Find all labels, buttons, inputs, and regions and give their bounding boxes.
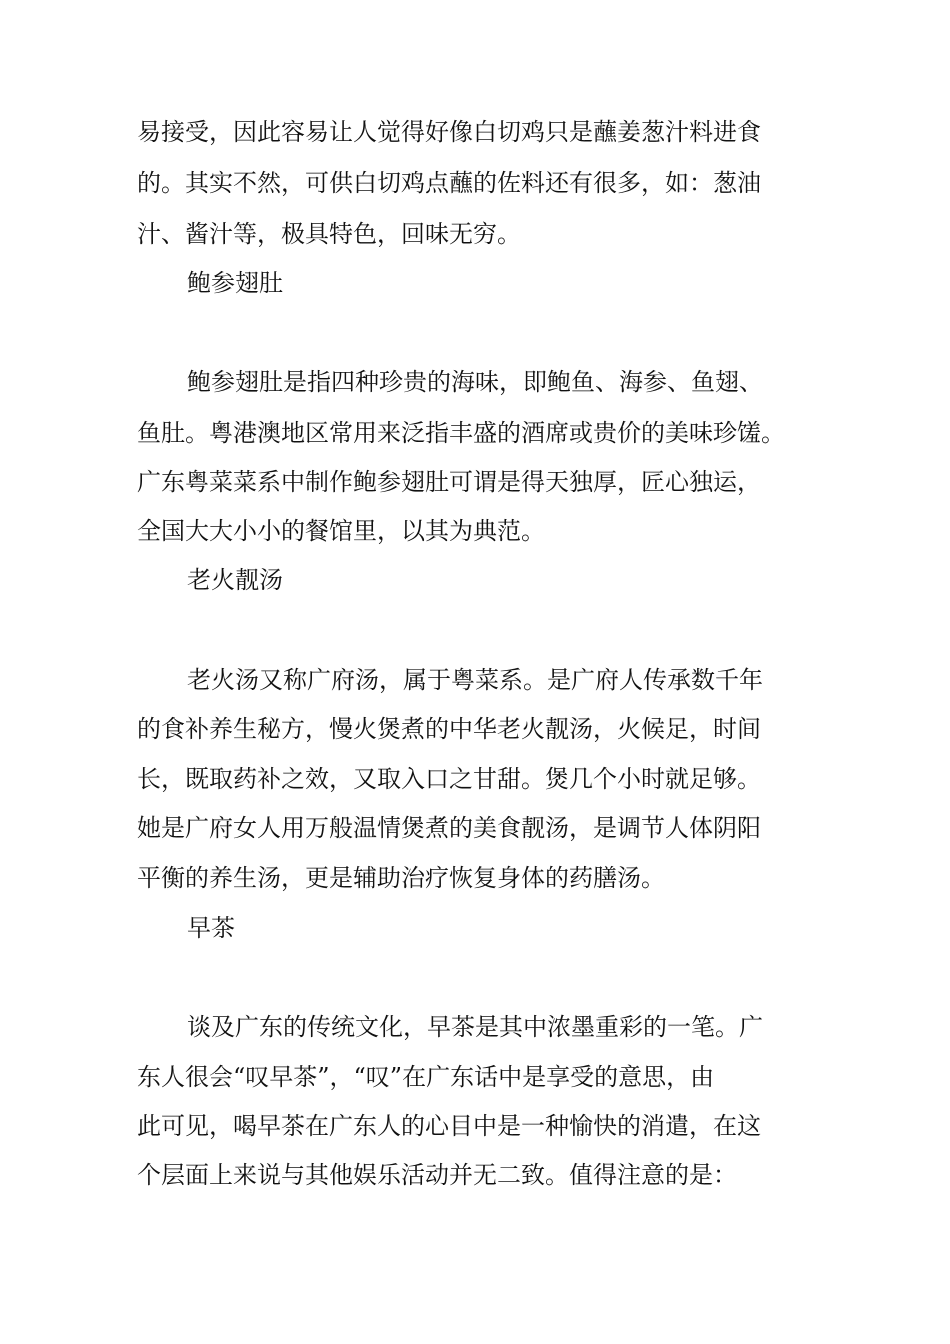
section-soup-line-5: 平衡的养生汤，更是辅助治疗恢复身体的药膳汤。	[137, 864, 665, 892]
section-abalone-line-2: 鱼肚。粤港澳地区常用来泛指丰盛的酒席或贵价的美味珍馐。	[137, 419, 785, 447]
section-morning-tea-line-2: 东人很会“叹早茶”，“叹”在广东话中是享受的意思，由	[137, 1063, 715, 1091]
section-morning-tea-line-1: 谈及广东的传统文化，早茶是其中浓墨重彩的一笔。广	[187, 1013, 763, 1041]
section-heading-abalone: 鲍参翅肚	[187, 269, 283, 297]
section-heading-soup: 老火靓汤	[187, 566, 283, 594]
intro-line-1: 易接受，因此容易让人觉得好像白切鸡只是蘸姜葱汁料进食	[137, 118, 761, 146]
section-abalone-line-1: 鲍参翅肚是指四种珍贵的海味，即鲍鱼、海参、鱼翅、	[187, 368, 763, 396]
section-morning-tea-line-3: 此可见，喝早茶在广东人的心目中是一种愉快的消遣，在这	[137, 1112, 761, 1140]
intro-line-3: 汁、酱汁等，极具特色，回味无穷。	[137, 220, 521, 248]
section-soup-line-3: 长，既取药补之效，又取入口之甘甜。煲几个小时就足够。	[137, 765, 761, 793]
section-soup-line-2: 的食补养生秘方，慢火煲煮的中华老火靓汤，火候足，时间	[137, 715, 761, 743]
section-soup-line-4: 她是广府女人用万般温情煲煮的美食靓汤，是调节人体阴阳	[137, 814, 761, 842]
intro-line-2: 的。其实不然，可供白切鸡点蘸的佐料还有很多，如：葱油	[137, 169, 761, 197]
section-heading-morning-tea: 早茶	[187, 914, 235, 942]
section-soup-line-1: 老火汤又称广府汤，属于粤菜系。是广府人传承数千年	[187, 666, 763, 694]
section-abalone-line-4: 全国大大小小的餐馆里，以其为典范。	[137, 517, 545, 545]
section-morning-tea-line-4: 个层面上来说与其他娱乐活动并无二致。值得注意的是：	[137, 1161, 737, 1189]
section-abalone-line-3: 广东粤菜菜系中制作鲍参翅肚可谓是得天独厚，匠心独运，	[137, 468, 761, 496]
